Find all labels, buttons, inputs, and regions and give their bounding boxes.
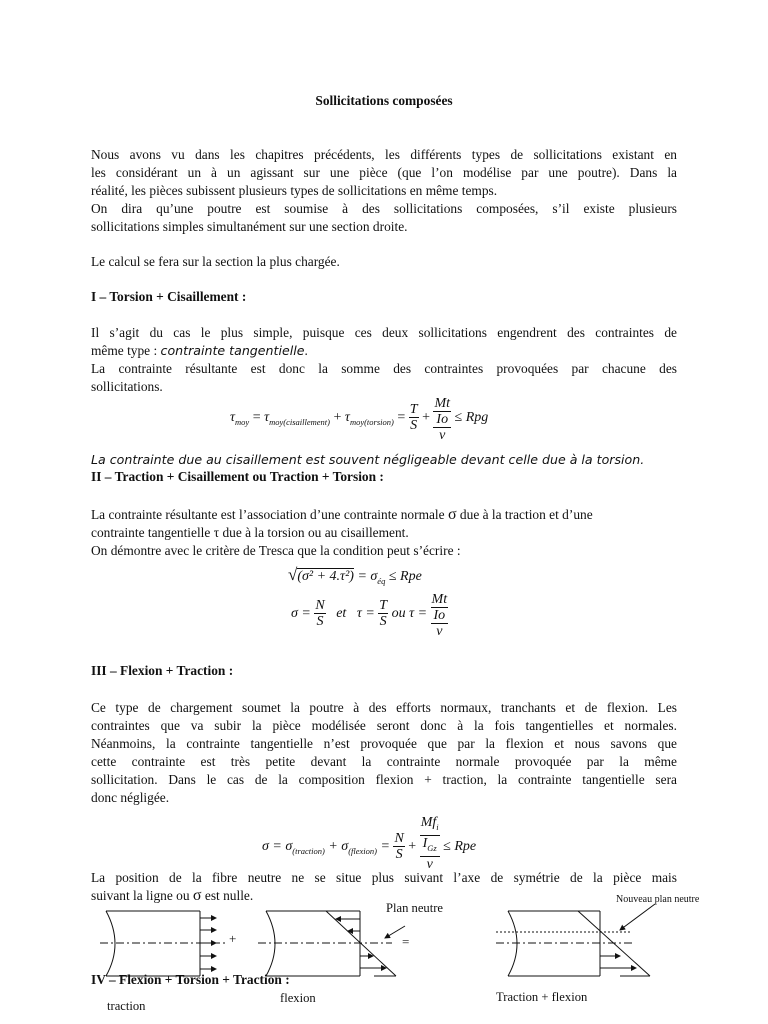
s1-emphasis: contrainte tangentielle	[160, 343, 305, 358]
formula-part: et	[336, 606, 347, 621]
subscript: Gz	[427, 843, 437, 853]
formula-part: + σ	[328, 839, 349, 854]
formula-part: I	[422, 836, 428, 851]
numerator: N	[394, 831, 404, 847]
section-1-note: La contrainte due au cisaillement est souvent négligeable devant celle due à la torsion.	[91, 452, 645, 467]
denominator: S	[395, 847, 403, 863]
s2-line	[91, 506, 677, 524]
caption-flexion: flexion	[280, 991, 316, 1005]
section-4-heading: IV – Flexion + Torsion + Traction :	[91, 972, 290, 987]
traction-diagram	[100, 911, 226, 976]
intro-line: sollicitations simples simultanément sur une section droite.	[91, 219, 408, 234]
s1-line: sollicitations.	[91, 379, 163, 394]
s1-line: Il s’agit du cas le plus simple, puisque ces deux sollicitations engendrent des contraintes de	[91, 325, 677, 340]
section-3-paragraph	[91, 699, 677, 807]
s3-line: sollicitation. Dans le cas de la composition flexion + traction, la contrainte tangentielle sera	[91, 772, 677, 787]
fraction	[393, 831, 404, 862]
formula-part: = σ	[357, 569, 378, 584]
tau-symbol: τ	[230, 410, 236, 425]
fraction	[409, 402, 419, 433]
section-3-heading: III – Flexion + Traction :	[91, 663, 234, 678]
caption-traction-flexion: Traction + flexion	[496, 990, 588, 1004]
formula-part: τ =	[356, 606, 375, 621]
fraction	[314, 598, 325, 629]
s3-line: contraintes que va subir la pièce modélisée seront donc à la fois tangentielles et normales.	[91, 718, 677, 733]
denominator: v	[439, 428, 446, 443]
section-2-paragraph	[91, 506, 677, 560]
numerator: Mt	[431, 592, 448, 607]
denominator	[420, 836, 440, 857]
intro-line: les considérant un à un agissant sur une pièce (que l’on modélise par une poutre). Dans la	[91, 165, 677, 180]
intro-paragraph	[91, 146, 677, 236]
flexion-diagram	[258, 911, 405, 976]
formula-rhs: ≤ Rpe	[388, 569, 422, 584]
formula-tresca: $√(\sigma^2 + 4.\tau^2) = \sigma_{éq}$ ≤ Rpe	[288, 565, 422, 586]
denominator: Io	[433, 412, 451, 428]
formula-rhs: ≤ Rpe	[443, 839, 477, 854]
subscript: (traction)	[292, 846, 325, 856]
s2-text: due à la traction et d’une	[456, 507, 593, 522]
s2-line: On démontre avec le critère de Tresca que la condition peut s’écrire :	[91, 543, 461, 558]
root-content: (σ² + 4.τ²)	[297, 569, 354, 584]
formula-rhs: ≤ Rpg	[454, 410, 489, 425]
intro-line: réalité, les pièces subissent plusieurs types de sollicitations en même temps.	[91, 183, 498, 198]
formula-part: Mf	[420, 815, 437, 830]
stress-diagram	[0, 890, 768, 1024]
s3-text: suivant la ligne ou	[91, 888, 193, 903]
section-2-heading: II – Traction + Cisaillement ou Traction + Torsion :	[91, 469, 384, 484]
tau-symbol: τ	[344, 410, 350, 425]
denominator: v	[436, 624, 443, 639]
tau-symbol: τ	[213, 525, 220, 540]
tau-symbol: τ	[264, 410, 270, 425]
formula-flexion-traction: $\sigma = \sigma_{(traction)} + \sigma_{(flexion)}$ = $\frac{N}{S}$ + $Mf_i$ $I_{Gz}$ v ≤ Rpe	[262, 815, 477, 872]
denominator: S	[316, 614, 324, 630]
numerator: Mt	[434, 396, 451, 411]
equals-sign: =	[402, 934, 410, 949]
plan-neutre-label: Plan neutre	[386, 901, 444, 915]
section-1-paragraph	[91, 324, 677, 396]
formula-part: ou τ =	[391, 606, 428, 621]
subscript: éq	[377, 576, 386, 586]
nouveau-plan-label: Nouveau plan neutre	[616, 894, 700, 905]
subscript: (flexion)	[348, 846, 377, 856]
s3-line: Néanmoins, la contrainte tangentielle n’est provoquée que par la flexion et nous savons que	[91, 736, 677, 751]
sigma-symbol: σ	[192, 887, 202, 904]
plus-sign: +	[229, 931, 237, 946]
s3-line: cette contrainte est très petite devant la contrainte normale provoquée par la même	[91, 754, 677, 769]
calc-sentence: Le calcul se fera sur la section la plus chargée.	[91, 254, 340, 269]
s2-text: contrainte tangentielle	[91, 525, 214, 540]
caption-traction: traction	[107, 999, 146, 1013]
subscript: moy(cisaillement)	[269, 417, 331, 427]
s3-line: donc négligée.	[91, 790, 170, 805]
denominator: Io	[431, 608, 449, 624]
s3-after-line: La position de la fibre neutre ne se situe plus suivant l’axe de symétrie de la pièce mais	[91, 870, 677, 885]
fraction	[433, 396, 451, 443]
sigma-symbol: σ	[447, 506, 457, 523]
formula-part: σ =	[291, 606, 311, 621]
traction-flexion-diagram	[496, 904, 655, 976]
section-1-heading: I – Torsion + Cisaillement :	[91, 289, 247, 304]
s2-line	[91, 524, 677, 542]
subscript: moy	[235, 417, 250, 427]
fraction	[420, 815, 440, 872]
intro-line: On dira qu’une poutre est soumise à des sollicitations composées, s’il existe plusieurs	[91, 201, 677, 216]
s2-text: La contrainte résultante est l’association d’une contrainte normale	[91, 507, 448, 522]
denominator: S	[379, 614, 387, 630]
s3-line: Ce type de chargement soumet la poutre à des efforts normaux, tranchants et de flexion. Les	[91, 700, 677, 715]
numerator: T	[409, 402, 418, 418]
s2-text: due à la torsion ou au cisaillement.	[219, 525, 409, 540]
formula-sigma-tau	[291, 592, 448, 639]
fraction	[431, 592, 449, 639]
page-title: Sollicitations composées	[315, 93, 453, 108]
s1-line: La contrainte résultante est donc la somme des contraintes provoquées par chacune des	[91, 361, 677, 376]
fraction	[378, 598, 388, 629]
s1-text: même type :	[91, 343, 161, 358]
subscript: moy(torsion)	[349, 417, 394, 427]
s1-text: .	[304, 343, 308, 358]
denominator: v	[426, 857, 433, 872]
s1-line	[91, 342, 677, 360]
formula-part: =	[380, 839, 390, 854]
numerator: T	[379, 598, 388, 614]
numerator	[420, 815, 440, 836]
intro-line: Nous avons vu dans les chapitres précédents, les différents types de sollicitations existant en	[91, 147, 677, 162]
formula-part: σ = σ	[262, 839, 293, 854]
numerator: N	[315, 598, 325, 614]
subscript: i	[436, 822, 439, 832]
s3-text: est nulle.	[201, 888, 254, 903]
denominator: S	[410, 418, 418, 434]
formula-tau-moy: $\tau_{moy} = \tau_{moy(cisaillement)} + \tau_{moy(torsion)}$ = $\frac{T}{S}$ + Mt Io v ≤ Rpg	[230, 396, 489, 443]
